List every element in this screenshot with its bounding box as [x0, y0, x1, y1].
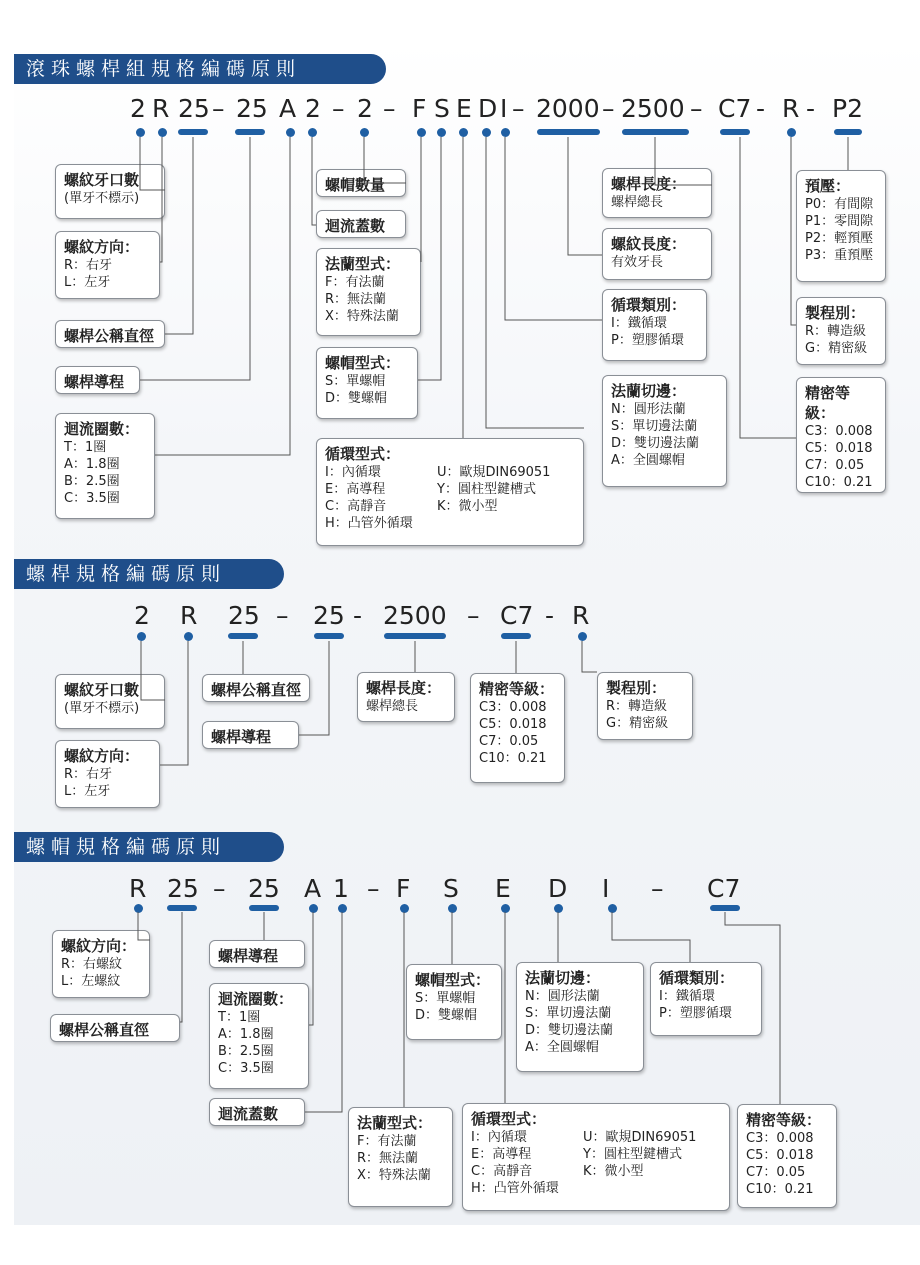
- s3-flange-cut-line: A：全圓螺帽: [525, 1040, 599, 1055]
- section-banner-2: 螺桿規格編碼原則: [14, 559, 284, 589]
- connector-line: [140, 137, 165, 190]
- s1-circ-type-line-col2: U：歐規DIN69051: [437, 465, 551, 480]
- section-banner-3: 螺帽規格編碼原則: [14, 832, 284, 862]
- s2-code-token: –: [467, 601, 480, 630]
- s2-accuracy-line: C5：0.018: [479, 717, 547, 732]
- s3-flange-type-title: 法蘭型式：: [357, 1114, 433, 1132]
- connector-line: [138, 912, 150, 940]
- s1-code-token: I: [500, 94, 508, 123]
- connector-line: [299, 641, 329, 735]
- connector-line: [725, 912, 780, 1104]
- s1-accuracy-line: C3：0.008: [805, 424, 873, 439]
- s1-flange-type-line: X：特殊法蘭: [325, 309, 399, 324]
- s3-accuracy-line: C10：0.21: [746, 1182, 814, 1197]
- connector-line: [740, 137, 796, 438]
- s2-code-token: R: [572, 601, 590, 630]
- s1-code-token: -: [756, 94, 766, 123]
- s3-lead-title: 螺桿導程: [218, 947, 279, 965]
- connector-line: [180, 912, 182, 1022]
- s1-thread-len-line: 有效牙長: [611, 255, 664, 270]
- s2-thread-starts-title: 螺紋牙口數: [64, 681, 140, 699]
- s1-code-token: 2000: [536, 94, 600, 123]
- s1-code-token: 2: [357, 94, 373, 123]
- s1-code-token: S: [434, 94, 450, 123]
- s1-code-token: –: [383, 94, 396, 123]
- s3-code-token: E: [495, 874, 511, 903]
- s1-code-token: C7: [718, 94, 752, 123]
- connector-line: [160, 641, 188, 765]
- s2-code-token: –: [276, 601, 289, 630]
- s3-circ-type-line-col2: K：微小型: [583, 1164, 644, 1179]
- s3-turns-line: A：1.8圈: [218, 1027, 274, 1042]
- s1-nut-type-title: 螺帽型式：: [325, 354, 401, 372]
- s3-code-token: –: [213, 874, 226, 903]
- s2-process-line: R：轉造級: [606, 699, 668, 714]
- s1-circ-type-line: I：內循環: [325, 465, 381, 480]
- s1-code-token: 2: [130, 94, 146, 123]
- s3-circ-type-line: C：高靜音: [471, 1164, 533, 1179]
- s1-thread-dir-line: R：右牙: [64, 258, 113, 273]
- s1-turns-line: B：2.5圈: [64, 474, 120, 489]
- s3-thread-dir-title: 螺紋方向：: [61, 937, 137, 955]
- s3-nut-type-line: S：單螺帽: [415, 991, 476, 1006]
- s1-accuracy-line: C5：0.018: [805, 441, 873, 456]
- s1-turns-line: A：1.8圈: [64, 457, 120, 472]
- s3-code-token: 25: [167, 874, 199, 903]
- s1-screw-len-line: 螺桿總長: [611, 195, 664, 210]
- s3-circ-type-line-col2: U：歐規DIN69051: [583, 1130, 697, 1145]
- s3-code-token: F: [396, 874, 411, 903]
- s2-code-token: -: [353, 601, 363, 630]
- s2-nominal-dia-title: 螺桿公稱直徑: [211, 681, 302, 699]
- s1-process-line: G：精密級: [805, 341, 868, 356]
- s1-nut-qty-title: 螺帽數量: [325, 176, 386, 194]
- s1-thread-starts-line: (單牙不標示): [64, 191, 140, 206]
- s1-flange-type-title: 法蘭型式：: [325, 255, 401, 273]
- s1-nut-type-line: S：單螺帽: [325, 374, 386, 389]
- s1-lead-title: 螺桿導程: [64, 373, 125, 391]
- s1-thread-dir-title: 螺紋方向：: [64, 238, 140, 256]
- s3-accuracy-line: C7：0.05: [746, 1165, 806, 1180]
- s1-circ-type-line: H：凸管外循環: [325, 516, 413, 531]
- s1-circ-type-line-col2: Y：圓柱型鍵槽式: [437, 482, 536, 497]
- s3-code-token: A: [304, 874, 322, 903]
- s3-flange-cut-line: N：圓形法蘭: [525, 989, 600, 1004]
- s1-flange-cut-title: 法蘭切邊：: [611, 382, 687, 400]
- s3-code-token: 25: [248, 874, 280, 903]
- s3-thread-dir-line: R：右螺紋: [61, 957, 123, 972]
- s1-flange-type-line: F：有法蘭: [325, 275, 385, 290]
- s3-flange-type-line: X：特殊法蘭: [357, 1168, 431, 1183]
- s3-turns-line: B：2.5圈: [218, 1044, 274, 1059]
- s2-screw-len-title: 螺桿長度：: [366, 679, 442, 697]
- s1-process-title: 製程別：: [805, 304, 866, 322]
- s2-process-title: 製程別：: [606, 679, 667, 697]
- s1-code-token: –: [690, 94, 703, 123]
- s1-code-token: –: [512, 94, 525, 123]
- s2-accuracy-line: C3：0.008: [479, 700, 547, 715]
- s2-thread-dir-line: R：右牙: [64, 767, 113, 782]
- s3-flange-cut-line: D：雙切邊法蘭: [525, 1023, 614, 1038]
- s1-circ-type-title: 循環型式：: [325, 445, 401, 463]
- s1-preload-line: P0：有間隙: [805, 197, 874, 212]
- s1-code-token: E: [456, 94, 472, 123]
- s3-code-token: D: [548, 874, 568, 903]
- s1-code-token: P2: [832, 94, 863, 123]
- s2-accuracy-title: 精密等級：: [479, 680, 555, 698]
- s2-lead-title: 螺桿導程: [211, 728, 272, 746]
- s1-code-token: R: [782, 94, 800, 123]
- connector-line: [305, 912, 342, 1112]
- s3-turns-title: 迴流圈數：: [218, 990, 294, 1008]
- s1-accuracy-line: C7：0.05: [805, 458, 865, 473]
- connector-line: [165, 137, 193, 334]
- s2-thread-starts-line: (單牙不標示): [64, 701, 140, 716]
- s2-code-token: R: [180, 601, 198, 630]
- s1-code-token: D: [478, 94, 498, 123]
- s3-return-cap-title: 迴流蓋數: [218, 1105, 279, 1123]
- connector-line: [160, 137, 162, 262]
- connector-line: [309, 912, 313, 1025]
- s1-code-token: 2: [305, 94, 321, 123]
- s1-flange-type-line: R：無法蘭: [325, 292, 387, 307]
- connector-line: [582, 641, 597, 672]
- s1-thread-dir-line: L：左牙: [64, 275, 111, 290]
- s1-accuracy-line: C10：0.21: [805, 475, 873, 490]
- connector-line: [364, 137, 406, 183]
- s1-nut-type-line: D：雙螺帽: [325, 391, 388, 406]
- s3-code-token: –: [367, 874, 380, 903]
- connector-line: [505, 137, 602, 320]
- s3-flange-cut-title: 法蘭切邊：: [525, 969, 601, 987]
- s1-preload-line: P3：重預壓: [805, 248, 874, 263]
- s3-nut-type-line: D：雙螺帽: [415, 1008, 478, 1023]
- s1-process-line: R：轉造級: [805, 324, 867, 339]
- s3-flange-cut-line: S：單切邊法蘭: [525, 1006, 612, 1021]
- s3-circ-type-line: E：高導程: [471, 1147, 532, 1162]
- s1-thread-starts-title: 螺紋牙口數: [64, 171, 140, 189]
- s3-turns-line: T：1圈: [218, 1010, 261, 1025]
- s1-circ-type-line-col2: K：微小型: [437, 499, 498, 514]
- s2-code-token: -: [545, 601, 555, 630]
- connector-line: [568, 137, 602, 255]
- connector-line: [140, 137, 250, 380]
- s1-circ-class-title: 循環類別：: [611, 296, 687, 314]
- s1-preload-line: P1：零間隙: [805, 214, 874, 229]
- s1-accuracy-title: 精密等級：: [805, 384, 851, 422]
- s3-thread-dir-line: L：左螺紋: [61, 974, 121, 989]
- s2-accuracy-line: C7：0.05: [479, 734, 539, 749]
- s3-circ-type-line: H：凸管外循環: [471, 1181, 559, 1196]
- s1-flange-cut-line: A：全圓螺帽: [611, 453, 685, 468]
- s1-circ-class-line: P：塑膠循環: [611, 333, 684, 348]
- s2-code-token: 2: [134, 601, 150, 630]
- connector-line: [612, 912, 690, 962]
- s3-code-token: S: [443, 874, 459, 903]
- s3-accuracy-line: C3：0.008: [746, 1131, 814, 1146]
- s3-accuracy-title: 精密等級：: [746, 1111, 822, 1129]
- s1-code-token: R: [152, 94, 170, 123]
- s3-circ-class-title: 循環類別：: [659, 969, 735, 987]
- s3-turns-line: C：3.5圈: [218, 1061, 274, 1076]
- s1-return-cap-title: 迴流蓋數: [325, 217, 386, 235]
- s1-nominal-dia-title: 螺桿公稱直徑: [64, 327, 155, 345]
- section-banner-1: 滾珠螺桿組規格編碼原則: [14, 54, 386, 84]
- s1-flange-cut-line: N：圓形法蘭: [611, 402, 686, 417]
- s1-screw-len-title: 螺桿長度：: [611, 175, 687, 193]
- s1-code-token: –: [212, 94, 225, 123]
- s3-circ-type-line: I：內循環: [471, 1130, 527, 1145]
- s3-circ-type-title: 循環型式：: [471, 1110, 547, 1128]
- s3-nominal-dia-title: 螺桿公稱直徑: [59, 1021, 150, 1039]
- s1-circ-class-line: I：鐵循環: [611, 316, 667, 331]
- s3-code-token: R: [129, 874, 147, 903]
- s3-code-token: 1: [333, 874, 349, 903]
- s1-turns-line: T：1圈: [64, 440, 107, 455]
- s1-preload-title: 預壓：: [805, 177, 851, 195]
- s2-code-token: 25: [313, 601, 345, 630]
- s1-code-token: –: [602, 94, 615, 123]
- s2-code-token: C7: [500, 601, 534, 630]
- s3-nut-type-title: 螺帽型式：: [415, 971, 491, 989]
- s1-code-token: –: [332, 94, 345, 123]
- connector-line: [141, 641, 165, 700]
- s3-flange-type-line: R：無法蘭: [357, 1151, 419, 1166]
- s3-flange-type-line: F：有法蘭: [357, 1134, 417, 1149]
- s2-process-line: G：精密級: [606, 716, 669, 731]
- s1-code-token: A: [279, 94, 297, 123]
- s1-flange-cut-line: S：單切邊法蘭: [611, 419, 698, 434]
- s1-turns-title: 迴流圈數：: [64, 420, 140, 438]
- s2-code-token: 2500: [383, 601, 447, 630]
- s1-turns-line: C：3.5圈: [64, 491, 120, 506]
- s1-code-token: 2500: [621, 94, 685, 123]
- s3-accuracy-line: C5：0.018: [746, 1148, 814, 1163]
- s1-preload-line: P2：輕預壓: [805, 231, 874, 246]
- s2-thread-dir-title: 螺紋方向：: [64, 747, 140, 765]
- s1-code-token: F: [412, 94, 427, 123]
- connector-line: [155, 137, 290, 455]
- s2-screw-len-line: 螺桿總長: [366, 699, 419, 714]
- s1-code-token: 25: [236, 94, 268, 123]
- s1-circ-type-line: C：高靜音: [325, 499, 387, 514]
- s3-code-token: C7: [707, 874, 741, 903]
- s3-code-token: I: [602, 874, 610, 903]
- s1-code-token: -: [806, 94, 816, 123]
- s1-circ-type-line: E：高導程: [325, 482, 386, 497]
- s1-thread-len-title: 螺紋長度：: [611, 235, 687, 253]
- connector-line: [486, 137, 584, 428]
- connector-line: [655, 137, 712, 185]
- s1-flange-cut-line: D：雙切邊法蘭: [611, 436, 700, 451]
- connector-line: [312, 137, 316, 225]
- s2-thread-dir-line: L：左牙: [64, 784, 111, 799]
- s2-accuracy-line: C10：0.21: [479, 751, 547, 766]
- s1-code-token: 25: [178, 94, 210, 123]
- s3-circ-class-line: P：塑膠循環: [659, 1006, 732, 1021]
- s3-circ-type-line-col2: Y：圓柱型鍵槽式: [583, 1147, 682, 1162]
- connector-line: [791, 137, 796, 325]
- s3-code-token: –: [651, 874, 664, 903]
- s3-circ-class-line: I：鐵循環: [659, 989, 715, 1004]
- s2-code-token: 25: [228, 601, 260, 630]
